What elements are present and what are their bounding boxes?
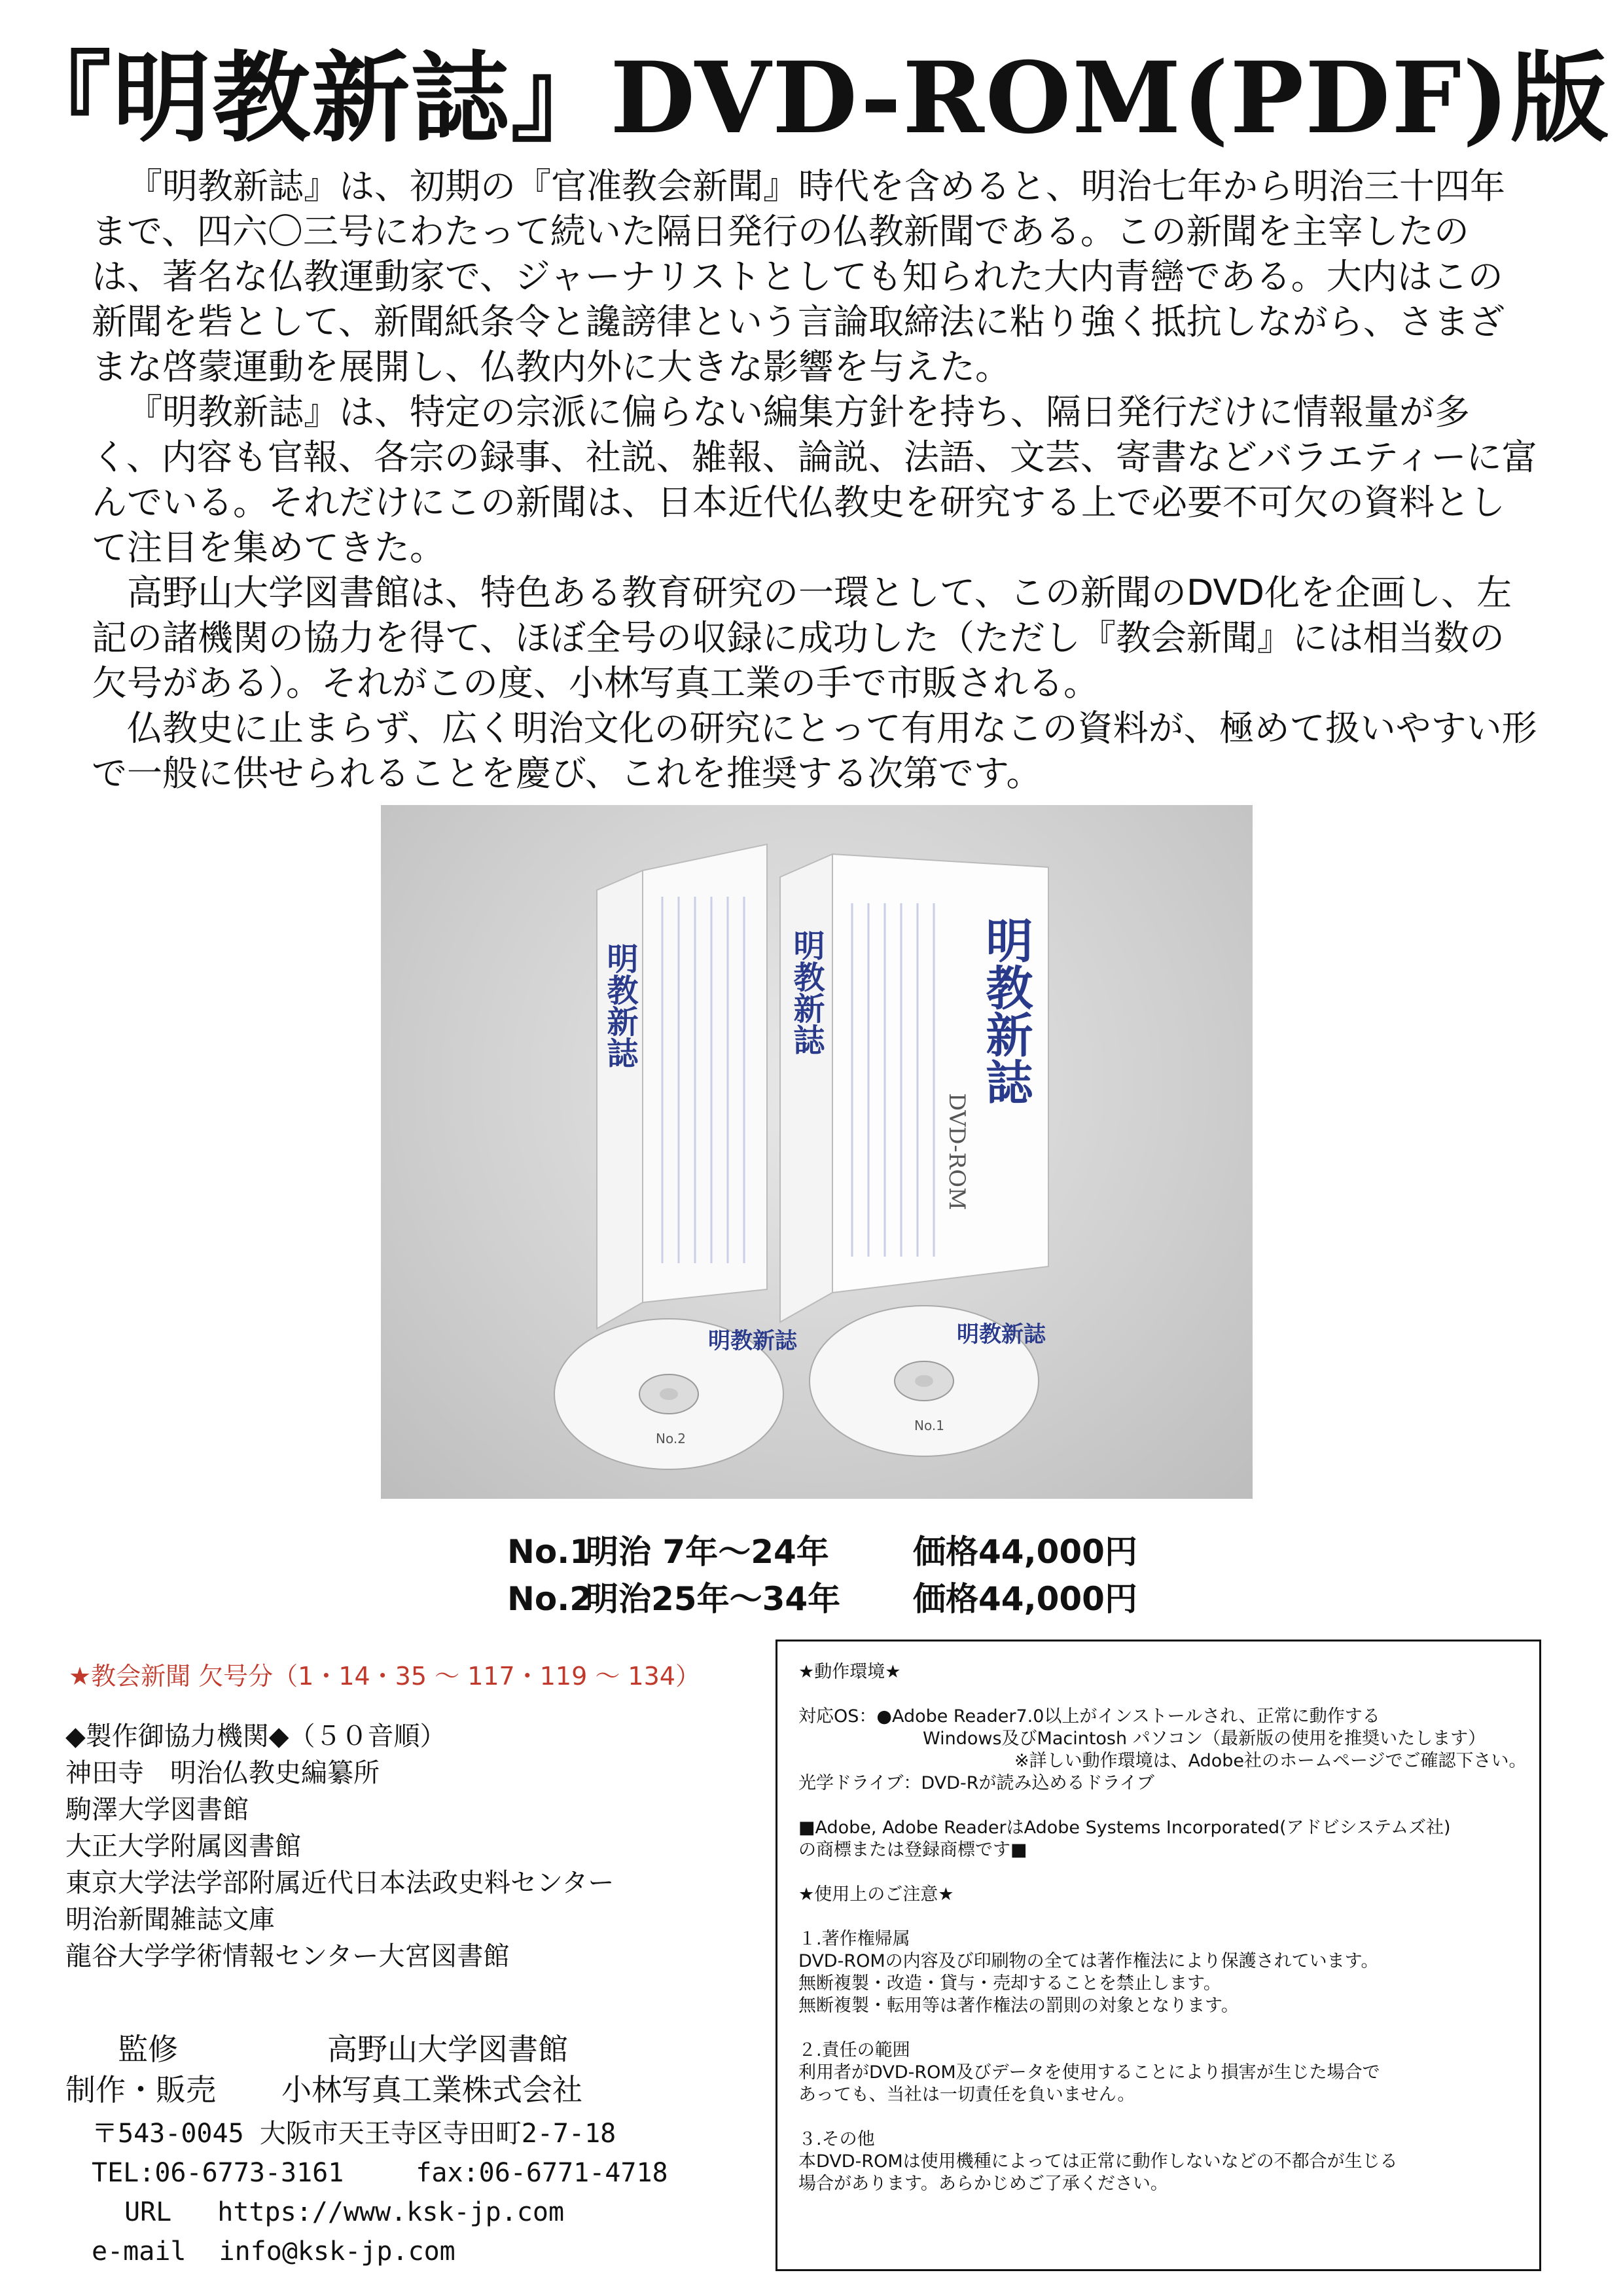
trademark-line-2: の商標または登録商標です■ bbox=[798, 1840, 1027, 1860]
email-link[interactable]: info@ksk-jp.com bbox=[219, 2236, 455, 2267]
product-price: 価格44,000円 bbox=[913, 1580, 1137, 1618]
supervision-line bbox=[65, 2029, 582, 2070]
disc-2-number: No.2 bbox=[656, 1431, 686, 1446]
phone-fax-line bbox=[92, 2153, 668, 2193]
intro-paragraph-4: 仏教史に止まらず、広く明治文化の研究にとって有用なこの資料が、極めて扱いやすい形で一般に供せられることを慶び、これを推奨する次第です。 bbox=[92, 708, 1537, 794]
url-label: URL bbox=[124, 2197, 172, 2227]
credits bbox=[65, 2029, 582, 2110]
drive-requirement: 光学ドライブ：DVD-Rが読み込めるドライブ bbox=[798, 1773, 1154, 1793]
website-link[interactable]: https://www.ksk-jp.com bbox=[217, 2197, 565, 2227]
section-1-line: DVD-ROMの内容及び印刷物の全ては著作権法により保護されています。 bbox=[798, 1951, 1379, 1971]
institution-item: 東京大学法学部附属近代日本法政史料センター bbox=[65, 1868, 615, 1898]
trademark-line-1: ■Adobe, Adobe ReaderはAdobe Systems Incorporated(アドビシステムズ社) bbox=[798, 1818, 1451, 1838]
phone-number: TEL:06-6773-3161 bbox=[92, 2158, 344, 2188]
product-number: No.1 bbox=[507, 1533, 592, 1571]
right-box-spine-title: 明教新誌 bbox=[788, 929, 825, 1055]
section-2-line: あっても、当社は一切責任を負いません。 bbox=[798, 2085, 1135, 2105]
product-row bbox=[507, 1528, 1175, 1575]
institution-item: 駒澤大学図書館 bbox=[65, 1795, 249, 1825]
institution-item: 明治新聞雑誌文庫 bbox=[65, 1905, 275, 1935]
os-requirement-2: Windows及びMacintosh パソコン（最新版の使用を推奨いたします） bbox=[923, 1729, 1486, 1749]
usage-heading: ★使用上のご注意★ bbox=[798, 1884, 954, 1905]
email-line bbox=[92, 2232, 668, 2271]
disc-1-number: No.1 bbox=[914, 1418, 944, 1433]
os-requirement-3: ※詳しい動作環境は、Adobe社のホームページでご確認下さい。 bbox=[1014, 1751, 1527, 1771]
cooperation-heading: ◆製作御協力機関◆（５０音順） bbox=[65, 1721, 446, 1751]
production-role: 制作・販売 bbox=[65, 2072, 216, 2108]
os-requirement: 対応OS：●Adobe Reader7.0以上がインストールされ、正常に動作する bbox=[798, 1706, 1380, 1727]
box-cover-sub: DVD-ROM bbox=[944, 1093, 970, 1210]
product-number: No.2 bbox=[507, 1580, 592, 1618]
left-box-spine-title: 明教新誌 bbox=[601, 942, 638, 1068]
disc-2-title: 明教新誌 bbox=[708, 1328, 797, 1354]
production-name: 小林写真工業株式会社 bbox=[281, 2072, 582, 2108]
section-3-line: 場合があります。あらかじめご了承ください。 bbox=[798, 2174, 1168, 2194]
email-label: e-mail bbox=[92, 2236, 187, 2267]
supervision-name: 高野山大学図書館 bbox=[327, 2032, 568, 2067]
production-line bbox=[65, 2070, 582, 2110]
box-cover-title: 明教新誌 bbox=[978, 916, 1034, 1105]
section-1-line: 無断複製・転用等は著作権法の罰則の対象となります。 bbox=[798, 1996, 1239, 2016]
page-title: 『明教新誌』DVD-ROM(PDF)版 bbox=[13, 41, 1610, 156]
institution-item: 龍谷大学学術情報センター大宮図書館 bbox=[65, 1941, 510, 1971]
section-1-line: 無断複製・改造・貸与・売却することを禁止します。 bbox=[798, 1973, 1221, 1994]
intro-paragraph-1: 『明教新誌』は、初期の『官准教会新聞』時代を含めると、明治七年から明治三十四年まで、四六〇三号にわたって続いた隔日発行の仏教新聞である。この新聞を主宰したのは、著名な仏教運動家で、ジャーナリストとしても知られた大内青巒である。大内はこの新聞を砦として、新聞紙条令と讒謗律という言論取締法に粘り強く抵抗しながら、さまざまな啓蒙運動を展開し、仏教内外に大きな影響を与えた。 bbox=[92, 166, 1505, 387]
supervision-role: 監修 bbox=[118, 2032, 178, 2067]
system-requirements-box bbox=[776, 1640, 1541, 2271]
section-1-title: １.著作権帰属 bbox=[798, 1929, 910, 1949]
section-2-line: 利用者がDVD-ROM及びデータを使用することにより損害が生じた場合で bbox=[798, 2062, 1380, 2083]
intro-paragraph-2: 『明教新誌』は、特定の宗派に偏らない編集方針を持ち、隔日発行だけに情報量が多く、内容も官報、各宗の録事、社説、雑報、論説、法語、文芸、寄書などバラエティーに富んでいる。それだけにこの新聞は、日本近代仏教史を研究する上で必要不可欠の資料として注目を集めてきた。 bbox=[92, 391, 1537, 568]
intro-text bbox=[92, 164, 1538, 796]
env-heading: ★動作環境★ bbox=[798, 1662, 901, 1682]
product-list bbox=[507, 1528, 1175, 1623]
cooperating-institutions bbox=[65, 1718, 614, 1975]
section-2-title: ２.責任の範囲 bbox=[798, 2040, 910, 2060]
dvd-box-illustration bbox=[381, 805, 1253, 1499]
product-era: 明治 7年～24年 bbox=[586, 1533, 829, 1571]
section-3-title: ３.その他 bbox=[798, 2129, 875, 2149]
institution-item: 神田寺 明治仏教史編纂所 bbox=[65, 1758, 380, 1788]
disc-1-title: 明教新誌 bbox=[957, 1321, 1046, 1348]
fax-number: fax:06-6771-4718 bbox=[416, 2158, 668, 2188]
institution-item: 大正大学附属図書館 bbox=[65, 1831, 301, 1861]
url-line bbox=[92, 2193, 668, 2232]
postal-address: 〒543-0045 大阪市天王寺区寺田町2-7-18 bbox=[92, 2119, 616, 2149]
intro-paragraph-3: 高野山大学図書館は、特色ある教育研究の一環として、この新聞のDVD化を企画し、左記の諸機関の協力を得て、ほぼ全号の収録に成功した（ただし『教会新聞』には相当数の欠号がある）。それがこの度、小林写真工業の手で市販される。 bbox=[92, 572, 1512, 704]
product-era: 明治25年～34年 bbox=[586, 1580, 841, 1618]
contact-info bbox=[92, 2114, 668, 2271]
product-row bbox=[507, 1575, 1175, 1623]
product-price: 価格44,000円 bbox=[913, 1533, 1137, 1571]
section-3-line: 本DVD-ROMは使用機種によっては正常に動作しないなどの不都合が生じる bbox=[798, 2151, 1398, 2172]
product-photo bbox=[381, 805, 1253, 1499]
missing-issues-note: ★教会新聞 欠号分（1・14・35 ～ 117・119 ～ 134） bbox=[69, 1662, 700, 1691]
